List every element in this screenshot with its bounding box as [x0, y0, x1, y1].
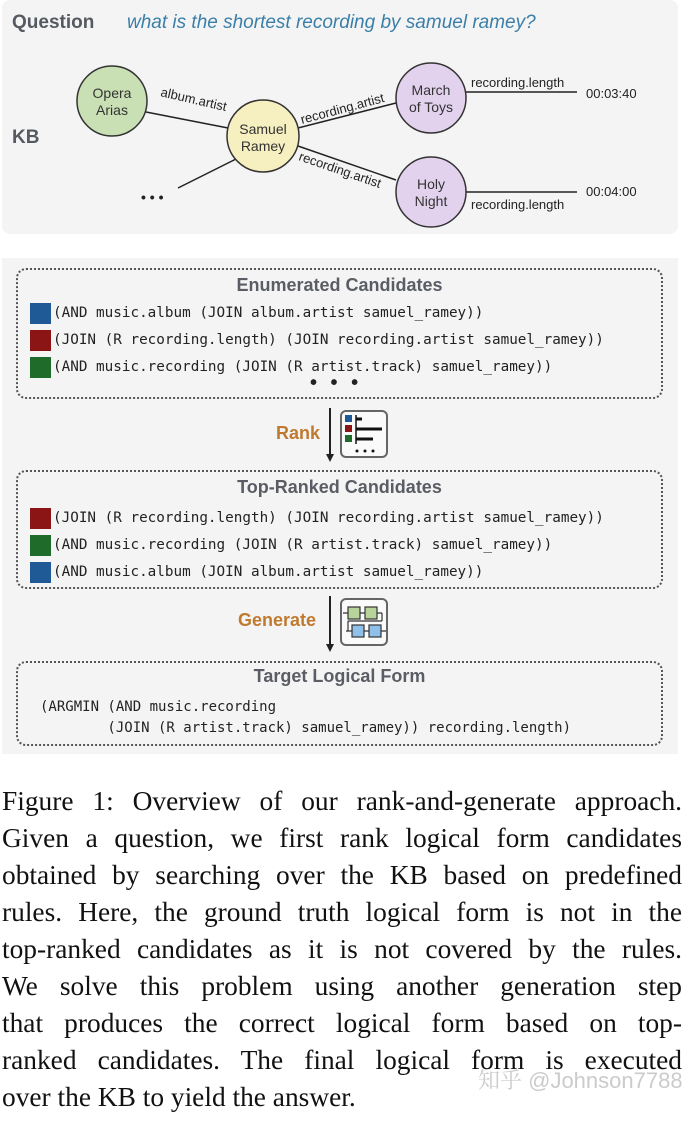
top-ranked-title: Top-Ranked Candidates [237, 477, 442, 497]
generate-arrowhead [326, 644, 334, 652]
svg-text:Opera: Opera [92, 85, 132, 101]
ranking-icon [340, 410, 388, 458]
svg-text:Ramey: Ramey [240, 138, 286, 154]
caption-line: Given a question, we first rank logical form candidates [2, 823, 682, 853]
caption-line: ranked candidates. The final logical form is executed [2, 1045, 682, 1075]
seq2seq-icon [340, 598, 388, 646]
enumerated-candidates-box [16, 268, 663, 399]
question-text: what is the shortest recording by samuel ramey? [127, 12, 536, 33]
enumerated-title: Enumerated Candidates [236, 275, 443, 295]
rank-label: Rank [276, 423, 321, 443]
caption-line: We solve this problem using another generation step [2, 971, 682, 1001]
edge-label-album-artist: album.artist [159, 84, 229, 115]
value-march-length: 00:03:40 [586, 86, 637, 101]
value-holy-length: 00:04:00 [586, 184, 637, 199]
rank-arrowhead [326, 454, 334, 462]
caption-line: over the KB to yield the answer. [2, 1082, 356, 1112]
enumerated-candidate: (AND music.album (JOIN album.artist samuel_ramey)) [30, 302, 483, 324]
color-swatch [30, 535, 51, 556]
top-ranked-candidates-box [16, 470, 663, 589]
generate-arrow [329, 596, 331, 646]
caption-line: that produces the correct logical form based on top- [2, 1008, 682, 1038]
enumerated-candidate: (AND music.recording (JOIN (R artist.track) samuel_ramey)) [30, 356, 552, 378]
enumerated-candidate: (JOIN (R recording.length) (JOIN recording.artist samuel_ramey)) [30, 329, 604, 351]
caption-line: rules. Here, the ground truth logical form is not in the [2, 897, 682, 927]
kb-ellipsis: • • • [141, 189, 164, 205]
node-opera-arias [77, 66, 147, 136]
caption-line: top-ranked candidates as it is not covered by the rules. [2, 934, 682, 964]
top-ranked-candidate: (JOIN (R recording.length) (JOIN recording.artist samuel_ramey)) [30, 507, 604, 529]
target-logical-form-box [16, 661, 663, 746]
caption-line: Figure 1: Overview of our rank-and-generate approach. [2, 786, 682, 816]
svg-text:of Toys: of Toys [408, 99, 454, 115]
edge-label-recording-length-top: recording.length [471, 75, 565, 90]
edge-label-recording-artist-top: recording.artist [298, 90, 386, 127]
node-samuel-ramey [227, 100, 299, 172]
color-swatch [30, 303, 51, 324]
node-holy-night [396, 157, 466, 227]
svg-text:Arias: Arias [96, 102, 128, 118]
edge-label-recording-artist-bottom: recording.artist [297, 148, 384, 191]
rank-arrow [329, 408, 331, 456]
caption-line: obtained by searching over the KB based on predefined [2, 860, 682, 890]
svg-text:March: March [411, 82, 451, 98]
generate-label: Generate [238, 610, 317, 630]
top-ranked-candidate: (AND music.recording (JOIN (R artist.track) samuel_ramey)) [30, 534, 552, 556]
top-ranked-candidate: (AND music.album (JOIN album.artist samuel_ramey)) [30, 561, 483, 583]
svg-text:Holy: Holy [416, 176, 446, 192]
color-swatch [30, 508, 51, 529]
question-label: Question [12, 12, 95, 33]
svg-text:Night: Night [414, 193, 448, 209]
watermark: 知乎 @Johnson7788 [478, 1068, 683, 1093]
node-march-of-toys [396, 63, 466, 133]
kb-label: KB [12, 127, 40, 148]
target-line-2: (JOIN (R artist.track) samuel_ramey)) recording.length) [40, 720, 572, 736]
enumerated-ellipsis: • • • [310, 372, 363, 394]
edge-label-recording-length-bottom: recording.length [471, 197, 565, 212]
color-swatch [30, 562, 51, 583]
target-line-1: (ARGMIN (AND music.recording [40, 699, 277, 715]
color-swatch [30, 330, 51, 351]
svg-text:Samuel: Samuel [239, 121, 287, 137]
color-swatch [30, 357, 51, 378]
target-title: Target Logical Form [253, 666, 426, 686]
kb-graph [0, 0, 690, 240]
